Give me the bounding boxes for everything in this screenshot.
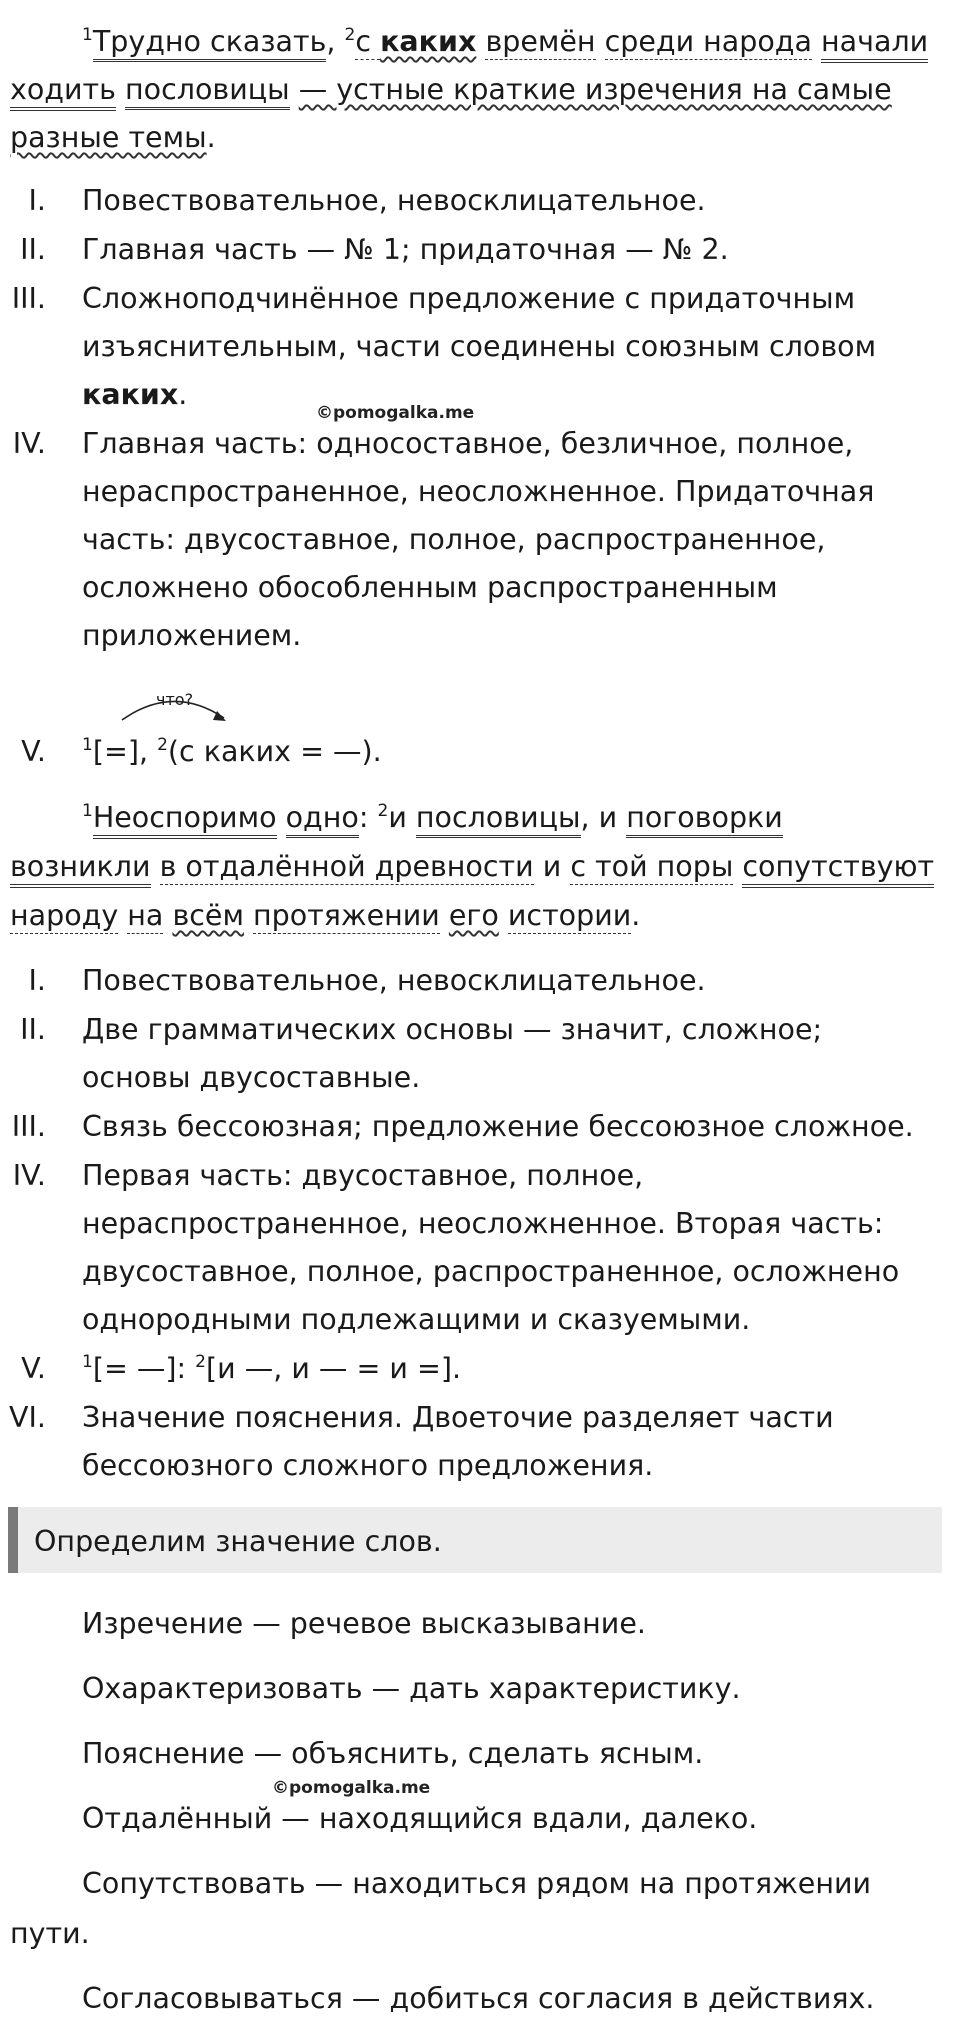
conjunction: и (388, 801, 416, 834)
punct: : (358, 801, 378, 834)
analysis-line: Значение пояснения. Двоеточие разделяет части (82, 1401, 834, 1434)
apposition-text: — устные краткие изречения на самые (298, 73, 892, 106)
subject: Трудно сказать (93, 25, 327, 62)
part-number: 1 (82, 25, 93, 45)
part-number: 2 (157, 735, 168, 755)
analysis-line: Первая часть: двусоставное, полное, (82, 1159, 644, 1192)
part-number: 2 (344, 25, 356, 45)
object-prep: с (355, 25, 381, 58)
punct: . (206, 121, 216, 154)
part-number: 2 (377, 801, 389, 821)
analysis-line: Главная часть — № 1; придаточная — № 2. (82, 233, 729, 266)
adverbial-word: протяжении (253, 899, 440, 932)
predicate-word: начали (821, 25, 928, 63)
conjunction: , и (580, 801, 627, 834)
definition-line: Согласовываться — добиться согласия в действиях. (82, 1982, 875, 2015)
analysis-line: Связь бессоюзная; предложение бессоюзное сложное. (82, 1110, 914, 1143)
scheme-line (82, 1352, 462, 1385)
sentence1-line3 (10, 121, 216, 154)
object-word: времён (485, 25, 596, 58)
scheme-part: (с каких = —). (167, 735, 382, 768)
roman-numeral: II. (20, 233, 46, 266)
scheme-part: [=], (92, 735, 158, 768)
subject-word: поговорки (626, 801, 783, 838)
predicate-word: Неоспоримо (93, 801, 277, 839)
section-banner (8, 1507, 942, 1573)
attribute-word: каких (380, 25, 477, 58)
roman-numeral: VI. (9, 1401, 46, 1434)
object-word: народу (10, 899, 119, 932)
adverbial-word: с той поры (570, 850, 734, 883)
bold-word: каких (82, 378, 179, 411)
attribute-word: всём (172, 899, 244, 932)
analysis-line (82, 378, 188, 411)
punct: , (326, 25, 336, 58)
analysis-line: осложнено обособленным распространенным (82, 571, 778, 604)
section-heading: Определим значение слов. (34, 1525, 442, 1558)
roman-numeral: IV. (12, 427, 46, 460)
predicate-word: возникли (10, 850, 151, 888)
attribute-word: его (448, 899, 499, 932)
scheme-line (82, 735, 382, 768)
definition-line: пути. (10, 1917, 90, 1950)
roman-numeral: I. (28, 964, 46, 997)
definition-line: Отдалённый — находящийся вдали, далеко. (82, 1802, 758, 1835)
roman-numeral: I. (28, 184, 46, 217)
definition-line: Охарактеризовать — дать характеристику. (82, 1672, 741, 1705)
analysis-line: приложением. (82, 619, 302, 652)
adverbial-word: на (127, 899, 164, 932)
analysis-line: Сложноподчинённое предложение с придаточным (82, 282, 856, 315)
analysis-line: часть: двусоставное, полное, распространенное, (82, 523, 826, 556)
watermark: ©pomogalka.me (316, 403, 475, 423)
analysis-line: нераспространенное, неосложненное. Придаточная (82, 475, 875, 508)
sentence2-line2 (10, 850, 935, 883)
apposition-end: разные темы (10, 121, 207, 154)
sentence1-line1 (82, 25, 929, 58)
punct: . (631, 899, 641, 932)
definition-line: Изречение — речевое высказывание. (82, 1607, 646, 1640)
predicate-word: сопутствуют (742, 850, 934, 888)
analysis-line: бессоюзного сложного предложения. (82, 1449, 654, 1482)
analysis-line: двусоставное, полное, распространенное, осложнено (82, 1255, 900, 1288)
watermark: ©pomogalka.me (272, 1778, 431, 1798)
subject-word: пословицы (125, 73, 290, 110)
part-number: 1 (82, 735, 93, 755)
curved-arrow-icon (118, 688, 238, 728)
roman-numeral: IV. (12, 1159, 46, 1192)
roman-numeral: II. (20, 1013, 46, 1046)
definition-line: Пояснение — объяснить, сделать ясным. (82, 1737, 704, 1770)
part-number: 1 (82, 801, 93, 821)
sentence2-line3 (10, 899, 641, 932)
scheme-part: [= —]: (92, 1352, 196, 1385)
part-number: 1 (82, 1352, 93, 1372)
adverbial-word: истории (507, 899, 632, 932)
roman-numeral: V. (21, 1352, 46, 1385)
definition-line: Сопутствовать — находиться рядом на протяжении (82, 1867, 872, 1900)
analysis-line: Повествовательное, невосклицательное. (82, 964, 706, 997)
roman-numeral: V. (21, 735, 46, 768)
conjunction: и (542, 850, 562, 883)
subject-word: одно (286, 801, 359, 838)
scheme-part: [и —, и — = и =]. (206, 1352, 462, 1385)
analysis-line: нераспространенное, неосложненное. Вторая часть: (82, 1207, 884, 1240)
analysis-line: Две грамматических основы — значит, сложное; (82, 1013, 823, 1046)
analysis-line: изъяснительным, части соединены союзным словом (82, 330, 877, 363)
adverbial-word: среди народа (604, 25, 812, 58)
analysis-line: основы двусоставные. (82, 1061, 421, 1094)
analysis-line: Главная часть: односоставное, безличное, полное, (82, 427, 854, 460)
punct: . (178, 378, 188, 411)
sentence1-line2 (10, 73, 892, 106)
adverbial-word: в отдалённой древности (159, 850, 534, 883)
analysis-line: однородными подлежащими и сказуемыми. (82, 1303, 751, 1336)
subject-word: пословицы (416, 801, 581, 838)
part-number: 2 (195, 1352, 206, 1372)
analysis-line: Повествовательное, невосклицательное. (82, 184, 706, 217)
arrow-question-label: что? (156, 690, 194, 709)
predicate-word: ходить (10, 73, 116, 111)
roman-numeral: III. (11, 1110, 46, 1143)
roman-numeral: III. (11, 282, 46, 315)
sentence2-line1 (82, 801, 783, 834)
